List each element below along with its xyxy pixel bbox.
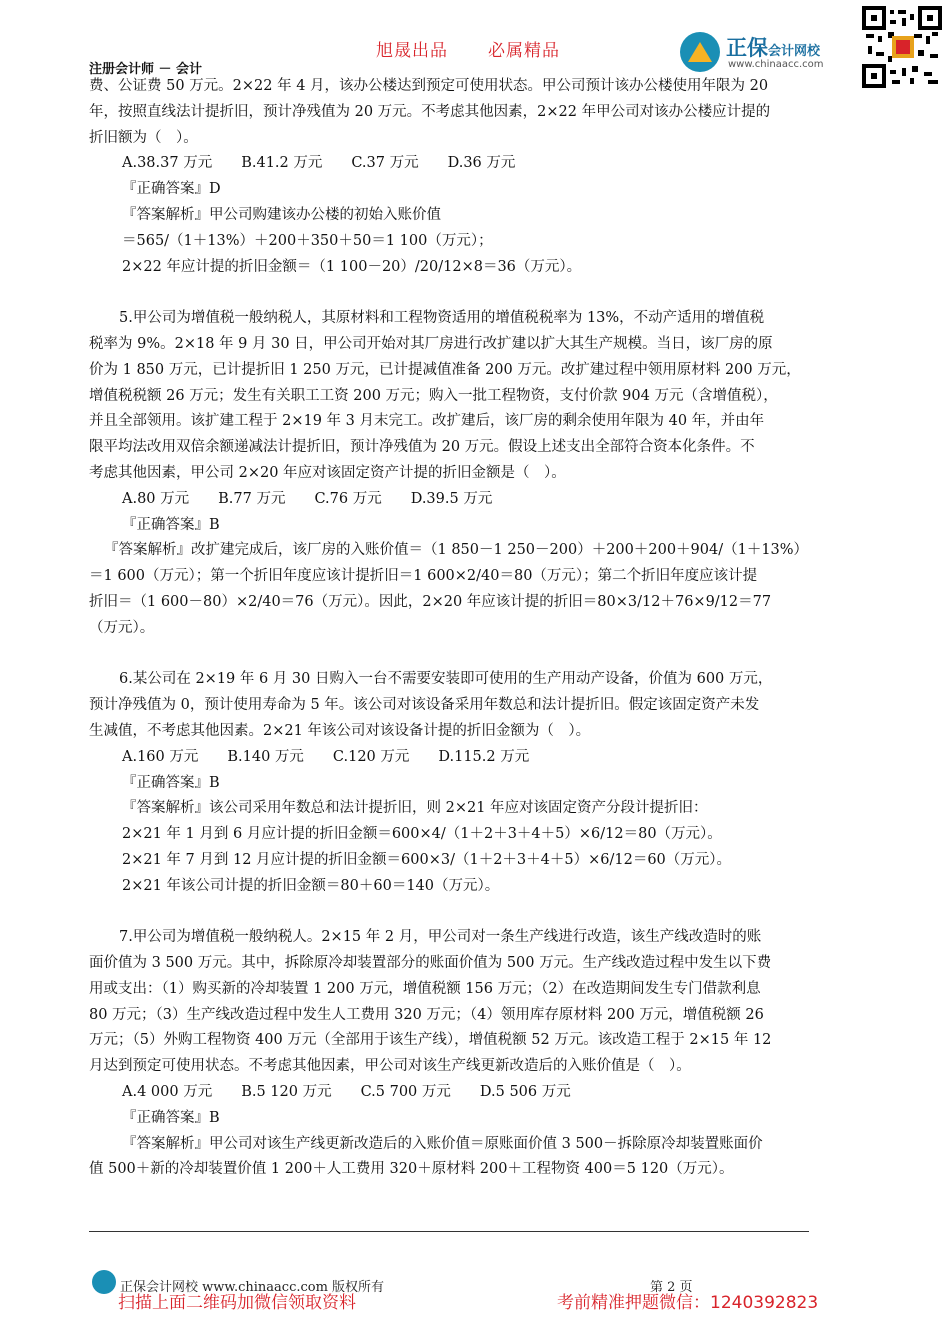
- text-line: 折旧＝（1 600－80）×2/40＝76（万元）。因此，2×20 年应该计提的折旧＝80×3/12＋76×9/12＝77: [89, 593, 772, 610]
- text-line: 年，按照直线法计提折旧，预计净残值为 20 万元。不考虑其他因素，2×22 年甲公司对该办公楼应计提的: [89, 103, 771, 120]
- text-line: 折旧额为（ ）。: [89, 129, 198, 146]
- text-line: 增值税税额 26 万元；发生有关职工工资 200 万元；购入一批工程物资，支付价款 904 万元（含增值税），: [89, 387, 778, 404]
- footer-promo-left: 扫描上面二维码加微信领取资料: [118, 1293, 356, 1313]
- text-line: 价为 1 850 万元，已计提折旧 1 250 万元，已计提减值准备 200 万元。改扩建过程中领用原材料 200 万元，: [89, 361, 801, 378]
- text-line: （万元）。: [89, 619, 155, 636]
- text-line: 『正确答案』B: [122, 516, 220, 533]
- text-line: 限平均法改用双倍余额递减法计提折旧，预计净残值为 20 万元。假设上述支出全部符合资本化条件。不: [89, 439, 755, 456]
- brand-logo: [680, 30, 850, 78]
- text-line: 预计净残值为 0，预计使用寿命为 5 年。该公司对该设备采用年数总和法计提折旧。假定该固定资产未发: [89, 697, 760, 714]
- text-line: 万元；（5）外购工程物资 400 万元（全部用于该生产线），增值税额 52 万元。该改造工程于 2×15 年 12: [89, 1032, 772, 1049]
- logo-icon: [680, 32, 720, 72]
- logo-url: www.chinaacc.com: [728, 59, 824, 70]
- text-line: 5.甲公司为增值税一般纳税人，其原材料和工程物资适用的增值税税率为 13%，不动产适用的增值税: [119, 310, 765, 327]
- slogan-right: 必属精品: [488, 41, 560, 61]
- text-line: 2×21 年该公司计提的折旧金额＝80＋60＝140（万元）。: [122, 877, 500, 894]
- text-line: 『答案解析』改扩建完成后，该厂房的入账价值＝（1 850－1 250－200）＋200＋200＋904/（1＋13%）: [104, 542, 809, 559]
- text-line: 考虑其他因素，甲公司 2×20 年应对该固定资产计提的折旧金额是（ ）。: [89, 464, 566, 481]
- text-line: 并且全部领用。该扩建工程于 2×19 年 3 月末完工。改扩建后，该厂房的剩余使用年限为 40 年，并由年: [89, 413, 765, 430]
- text-line: 『答案解析』该公司采用年数总和法计提折旧，则 2×21 年应对该固定资产分段计提折旧：: [122, 800, 708, 817]
- header-slogan: [376, 36, 600, 61]
- text-line: 『正确答案』D: [122, 181, 221, 198]
- footer-divider: [89, 1231, 809, 1232]
- footer-logo-icon: [92, 1270, 116, 1294]
- text-line: 7.甲公司为增值税一般纳税人。2×15 年 2 月，甲公司对一条生产线进行改造，该生产线改造时的账: [119, 929, 762, 946]
- blank-line: [89, 280, 861, 306]
- slogan-left: 旭晟出品: [376, 41, 448, 61]
- text-line: 『正确答案』B: [122, 1109, 220, 1126]
- text-line: 6.某公司在 2×19 年 6 月 30 日购入一台不需要安装即可使用的生产用动产设备，价值为 600 万元，: [119, 671, 773, 688]
- doc-title: 注册会计师 － 会计: [89, 62, 203, 77]
- text-line: 2×21 年 1 月到 6 月应计提的折旧金额＝600×4/（1＋2＋3＋4＋5）×6/12＝80（万元）。: [122, 826, 722, 843]
- blank-line: [89, 900, 861, 926]
- text-line: 生减值，不考虑其他因素。2×21 年该公司对该设备计提的折旧金额为（ ）。: [89, 722, 591, 739]
- text-line: 税率为 9%。2×18 年 9 月 30 日，甲公司开始对其厂房进行改扩建以扩大其生产规模。当日，该厂房的原: [89, 335, 773, 352]
- qr-code-icon: [862, 6, 942, 88]
- page-number: 第 2 页: [650, 1280, 693, 1295]
- text-line: 80 万元；（3）生产线改造过程中发生人工费用 320 万元；（4）领用库存原材料 200 万元，增值税额 26: [89, 1006, 764, 1023]
- text-line: 『答案解析』甲公司对该生产线更新改造后的入账价值＝原账面价值 3 500－拆除原冷却装置账面价: [122, 1135, 763, 1152]
- text-line: 值 500＋新的冷却装置价值 1 200＋人工费用 320＋原材料 200＋工程物资 400＝5 120（万元）。: [89, 1161, 734, 1178]
- text-line: 2×21 年 7 月到 12 月应计提的折旧金额＝600×3/（1＋2＋3＋4＋5）×6/12＝60（万元）。: [122, 851, 732, 868]
- logo-name: 正保会计网校: [726, 36, 821, 60]
- footer-copyright: 正保会计网校 www.chinaacc.com 版权所有: [120, 1280, 385, 1295]
- text-line: A.160 万元 B.140 万元 C.120 万元 D.115.2 万元: [122, 748, 530, 765]
- text-line: 费、公证费 50 万元。2×22 年 4 月，该办公楼达到预定可使用状态。甲公司预计该办公楼使用年限为 20: [89, 78, 769, 94]
- text-line: A.80 万元 B.77 万元 C.76 万元 D.39.5 万元: [122, 490, 493, 507]
- text-line: 面价值为 3 500 万元。其中，拆除原冷却装置部分的账面价值为 500 万元。生产线改造过程中发生以下费: [89, 955, 772, 972]
- text-line: 『正确答案』B: [122, 774, 220, 791]
- text-line: ＝565/（1＋13%）＋200＋350＋50＝1 100（万元）；: [122, 232, 493, 249]
- text-line: 用或支出：（1）购买新的冷却装置 1 200 万元，增值税额 156 万元；（2）在改造期间发生专门借款利息: [89, 980, 761, 997]
- text-line: 『答案解析』甲公司购建该办公楼的初始入账价值: [122, 206, 441, 223]
- text-line: A.4 000 万元 B.5 120 万元 C.5 700 万元 D.5 506 万元: [122, 1084, 571, 1101]
- text-line: ＝1 600（万元）；第一个折旧年度应该计提折旧＝1 600×2/40＝80（万元）；第二个折旧年度应该计提: [89, 568, 758, 585]
- footer-promo-right: 考前精准押题微信：1240392823: [557, 1293, 819, 1313]
- document-body: [89, 74, 861, 1183]
- text-line: 2×22 年应计提的折旧金额＝（1 100－20）/20/12×8＝36（万元）。: [122, 258, 582, 275]
- text-line: 月达到预定可使用状态。不考虑其他因素，甲公司对该生产线更新改造后的入账价值是（ ）。: [89, 1058, 691, 1075]
- text-line: A.38.37 万元 B.41.2 万元 C.37 万元 D.36 万元: [122, 155, 516, 172]
- blank-line: [89, 642, 861, 668]
